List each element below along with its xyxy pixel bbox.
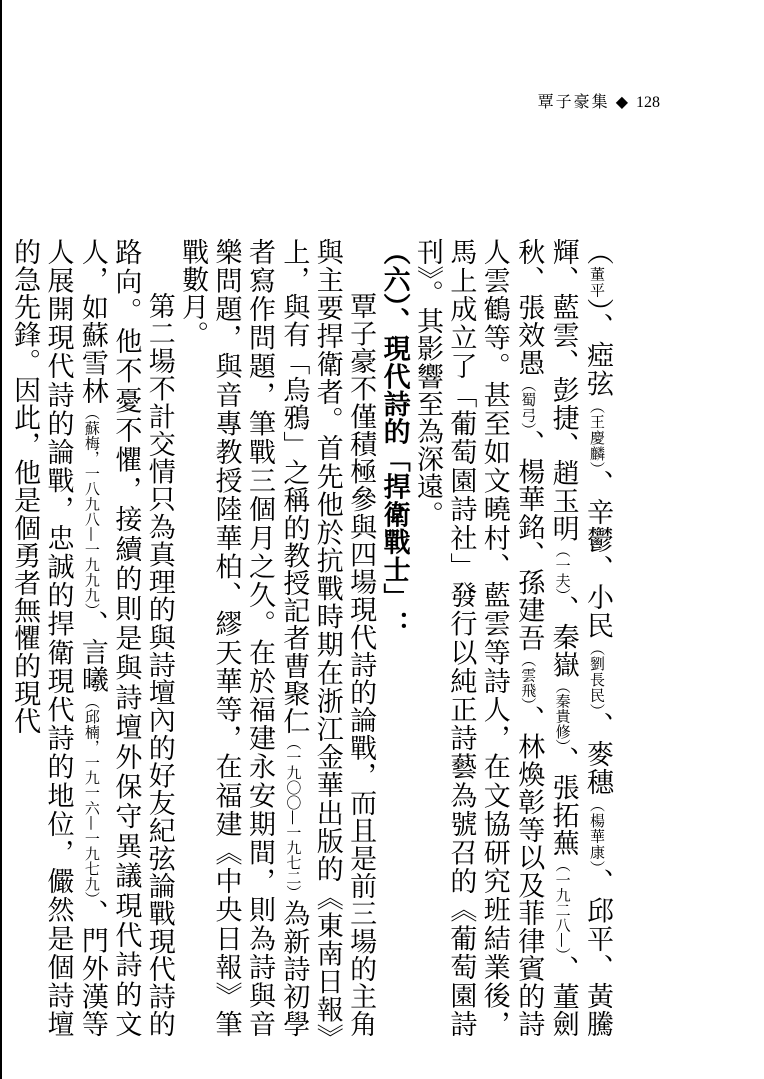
annotation-note: （楊華康） bbox=[588, 796, 606, 869]
vertical-body-text bbox=[9, 238, 614, 1039]
text-run: （ bbox=[582, 238, 613, 267]
text-run: 第二場不計交情只為真理的與詩壇內的好友紀弦論戰現代詩的路向。他不憂不懼，接續的則是與詩壇外保守異議現代詩的文人，如蘇雪林 bbox=[76, 238, 175, 1038]
page-number: 128 bbox=[636, 94, 660, 111]
annotation-note: （秦貴修） bbox=[553, 678, 572, 747]
annotation-note: （一夫） bbox=[553, 542, 572, 596]
text-run: 、張拓蕪 bbox=[547, 746, 579, 857]
text-run: 、董劍秋、張效愚 bbox=[513, 238, 579, 1039]
text-run: 、言曦 bbox=[76, 610, 108, 694]
paragraph-second-debate bbox=[8, 238, 176, 1038]
text-run: 、邱平、黃騰輝、藍雲、彭捷、趙玉明 bbox=[547, 238, 613, 1039]
annotation-note: （邱楠，一九一六—一九七九） bbox=[82, 693, 101, 900]
text-run: 、楊華銘、孫建吾 bbox=[513, 429, 545, 652]
annotation-note: （蜀弓） bbox=[519, 376, 538, 430]
annotation-note: （蘇梅，一八九八—一九九九） bbox=[82, 404, 101, 611]
text-run: 、秦嶽 bbox=[547, 595, 579, 679]
paragraph-debates-intro bbox=[176, 238, 377, 1038]
annotation-note: （劉長民） bbox=[588, 640, 606, 712]
annotation-note: （王慶麟） bbox=[588, 398, 606, 470]
annotation-note: （雲飛） bbox=[519, 651, 538, 706]
text-run: 、門外漢等人展開現代詩的論戰，忠誠的捍衛現代詩的地位，儼然是個詩壇的急先鋒。因此，他是個勇者無懼的現代 bbox=[9, 238, 108, 1039]
text-run: 、林煥彰等以及菲律賓的詩人雲鶴等。甚至如文曉村、藍雲等詩人，在文協研究班結業後，馬上成立了「葡萄園詩社」發行以純正詩藝為號召的《葡萄園詩刊》。其影響至為深遠。 bbox=[411, 238, 545, 1038]
text-run: 、麥穗 bbox=[582, 711, 613, 797]
annotation-note: （一九〇〇—一九七二） bbox=[284, 734, 303, 900]
section-heading bbox=[377, 238, 410, 1038]
annotation-note: 董平 bbox=[588, 266, 606, 299]
text-run: ）、瘂弦 bbox=[582, 298, 613, 399]
text-run: 覃子豪不僅積極參與四場現代詩的論戰，而且是前三場的主角與主要捍衛者。首先他於抗戰時期在浙江金華出版的《東南日報》上，與有「烏鴉」之稱的教授記者曹聚仁 bbox=[278, 238, 377, 1038]
text-run: 為新詩初學者寫作問題，筆戰三個月之久。在於福建永安期間，則為詩與音樂問題，與音專教授陸華柏、繆天華等，在福建《中央日報》筆戰數月。 bbox=[177, 238, 310, 1038]
annotation-note: （一九二八—） bbox=[553, 856, 572, 956]
text-run: 、辛鬱、小民 bbox=[582, 469, 613, 641]
diamond-separator-icon: ◆ bbox=[615, 92, 630, 111]
running-header bbox=[538, 89, 660, 112]
text-run: （六）、現代詩的「捍衛戰士」： bbox=[378, 238, 410, 639]
book-title: 覃子豪集 bbox=[537, 92, 610, 111]
paragraph-poets-list bbox=[411, 238, 614, 1038]
